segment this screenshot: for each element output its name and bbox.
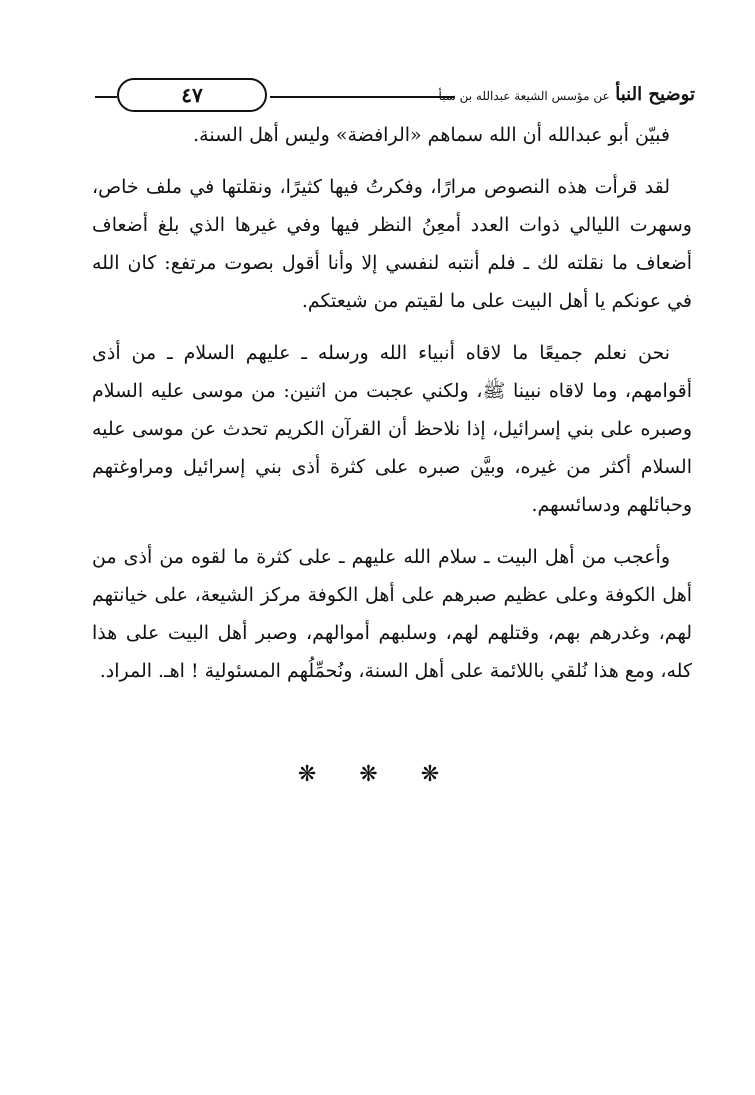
paragraph-4: وأعجب من أهل البيت ـ سلام الله عليهم ـ على كثرة ما لقوه من أذى من أهل الكوفة وعلى عظيم صبرهم على أهل الكوفة مركز الشيعة، على خيانتهم لهم، وغدرهم بهم، وقتلهم لهم، وسلبهم أموالهم، وصبر أهل البيت على هذا كله، ومع هذا نُلقي باللائمة على أهل السنة، ونُحمِّلُهم المسئولية ! اهـ. المراد. (92, 546, 692, 682)
header-title-sub: عن مؤسس الشيعة عبدالله بن سبأ (438, 89, 610, 103)
paragraph-2: لقد قرأت هذه النصوص مرارًا، وفكرتُ فيها كثيرًا، ونقلتها في ملف خاص، وسهرت الليالي ذوات العدد أمعِنُ النظر فيها وفي غيرها الذي بلغ أضعاف أضعاف ما نقلته لك ـ فلم أنتبه لنفسي إلا وأنا أقول بصوت مرتفع: كان الله في عونكم يا أهل البيت على ما لقيتم من شيعتكم. (92, 176, 692, 312)
paragraph-1: فبيّن أبو عبدالله أن الله سماهم «الرافضة» وليس أهل السنة. (193, 124, 670, 146)
page-number: ٤٧ (181, 83, 203, 107)
paragraph-3: نحن نعلم جميعًا ما لاقاه أنبياء الله ورسله ـ عليهم السلام ـ من أذى أقوامهم، وما لاقاه نبينا ﷺ، ولكني عجبت من اثنين: من موسى عليه السلام وصبره على بني إسرائيل، إذا نلاحظ أن القرآن الكريم تحدث عن موسى عليه السلام أكثر من غيره، وبيَّن صبره على كثرة أذى بني إسرائيل ومراوغتهم وحبائلهم ودسائسهم. (92, 342, 692, 516)
header-title-main: توضيح النبأ (615, 84, 695, 105)
page-number-badge (117, 78, 267, 112)
header-rule-end (95, 96, 117, 98)
header-rule (270, 96, 455, 98)
header-title (439, 84, 696, 105)
running-header (95, 78, 695, 114)
section-separator: ❋ ❋ ❋ (297, 762, 458, 787)
body-text (92, 116, 692, 704)
